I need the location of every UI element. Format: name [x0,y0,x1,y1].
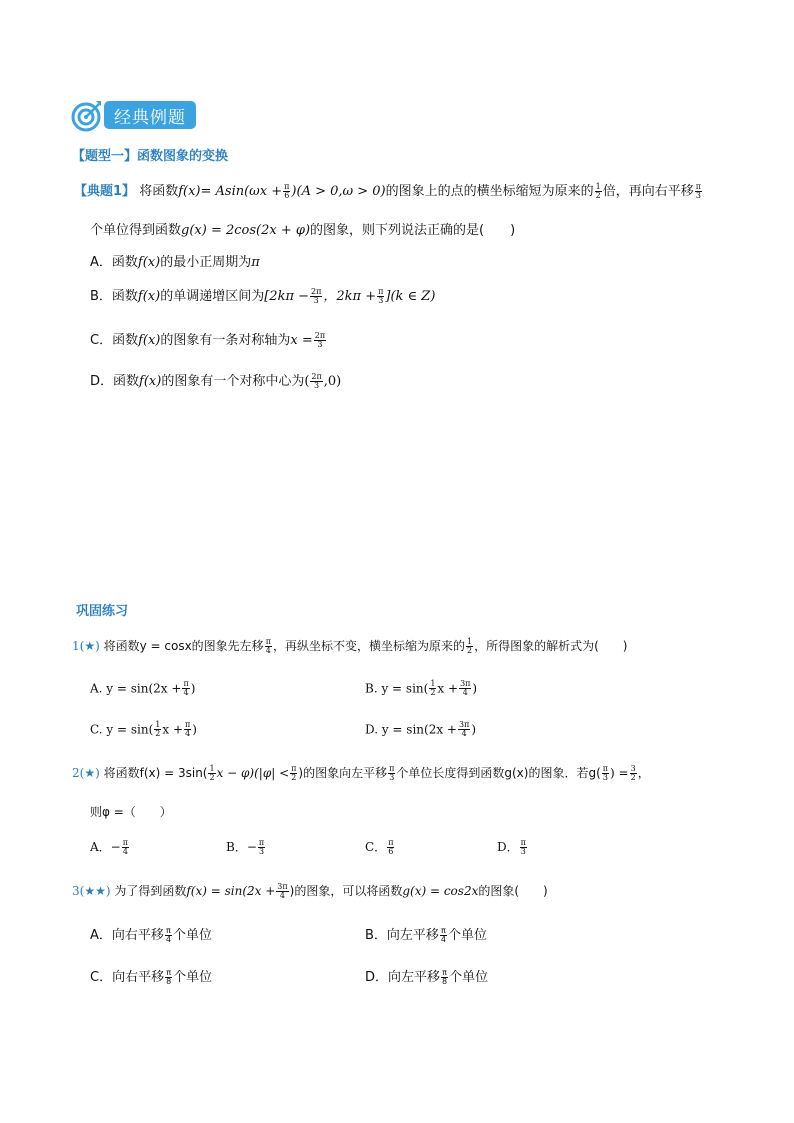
question-3-option-a: A．向右平移 $\frac{\pi}{4}$ 个单位 [90,925,213,944]
example-line-2: 个单位得到函数g(x) = 2cos(2x + φ)的图象，则下列说法正确的是( ) [90,223,516,238]
question-2-line-2: 则φ =（ ） [90,805,172,819]
practice-heading: 巩固练习 [76,604,129,619]
question-2-option-c: C． $\frac{\pi}{6}$ [365,837,394,856]
example-option-a: A．函数f(x)的最小正周期为π [90,255,260,270]
question-3-option-d: D．向左平移 $\frac{\pi}{8}$ 个单位 [365,967,489,986]
question-1-option-b: B. y = sin( $\frac{1}{2}$ x + $\frac{3\pi}{4}$ ) [365,679,478,698]
question-1-option-d: D. y = sin(2x + $\frac{3\pi}{4}$ ) [365,720,477,739]
question-1-option-c: C. y = sin( $\frac{1}{2}$ x + $\frac{\pi}{4}$ ) [90,720,197,739]
question-1: 1(★) 将函数y = cosx的图象先左移 $\frac{\pi}{4}$ ，再纵坐标不变，横坐标缩为原来的 $\frac{1}{2}$ ，所得图象的解析式为( ) [72,636,628,655]
type-heading: 【题型一】函数图象的变换 [72,149,229,164]
question-2-option-d: D． $\frac{\pi}{3}$ [497,837,526,856]
question-3: 3(★★) 为了得到函数f(x) = sin(2x + $\frac{3\pi}{4}$ )的图象，可以将函数g(x) = cos2x的图象( ) [72,881,548,900]
question-2-option-a: A．− $\frac{\pi}{4}$ [90,837,128,856]
question-1-option-a: A. y = sin(2x + $\frac{\pi}{4}$ ) [90,679,196,698]
question-2-option-b: B．− $\frac{\pi}{3}$ [226,837,265,856]
example-option-b: B．函数f(x)的单调递增区间为[2kπ − $\frac{2\pi}{3}$ ，2kπ + $\frac{\pi}{3}$ ](k ∈ Z) [90,286,436,305]
question-3-option-c: C．向右平移 $\frac{\pi}{8}$ 个单位 [90,967,213,986]
target-logo-icon [70,97,104,133]
section-badge: 经典例题 [104,101,196,129]
question-3-option-b: B．向左平移 $\frac{\pi}{4}$ 个单位 [365,925,488,944]
question-2: 2(★) 将函数f(x) = 3sin( $\frac{1}{2}$ x − φ)(|φ| < $\frac{\pi}{2}$ )的图象向左平移 $\frac{\pi}{3}$ 个单位长度得到函数g(x)的图象．若g( $\frac{\pi}{3}$ ) = $\frac{3}{2}$ ， [72,763,650,782]
example-tag: 【典题1】 [74,184,136,199]
example-line-1: 【典题1】 将函数f(x)= Asin(ωx + $\frac{\pi}{6}$ )(A > 0,ω > 0)的图象上的点的横坐标缩短为原来的 $\frac{1}{2}$ 倍，再向右平移 $\frac{\pi}{3}$ [74,181,702,200]
example-option-c: C．函数f(x)的图象有一条对称轴为x = $\frac{2\pi}{3}$ [90,330,326,349]
example-option-d: D．函数f(x)的图象有一个对称中心为( $\frac{2\pi}{3}$ ,0) [90,371,342,390]
